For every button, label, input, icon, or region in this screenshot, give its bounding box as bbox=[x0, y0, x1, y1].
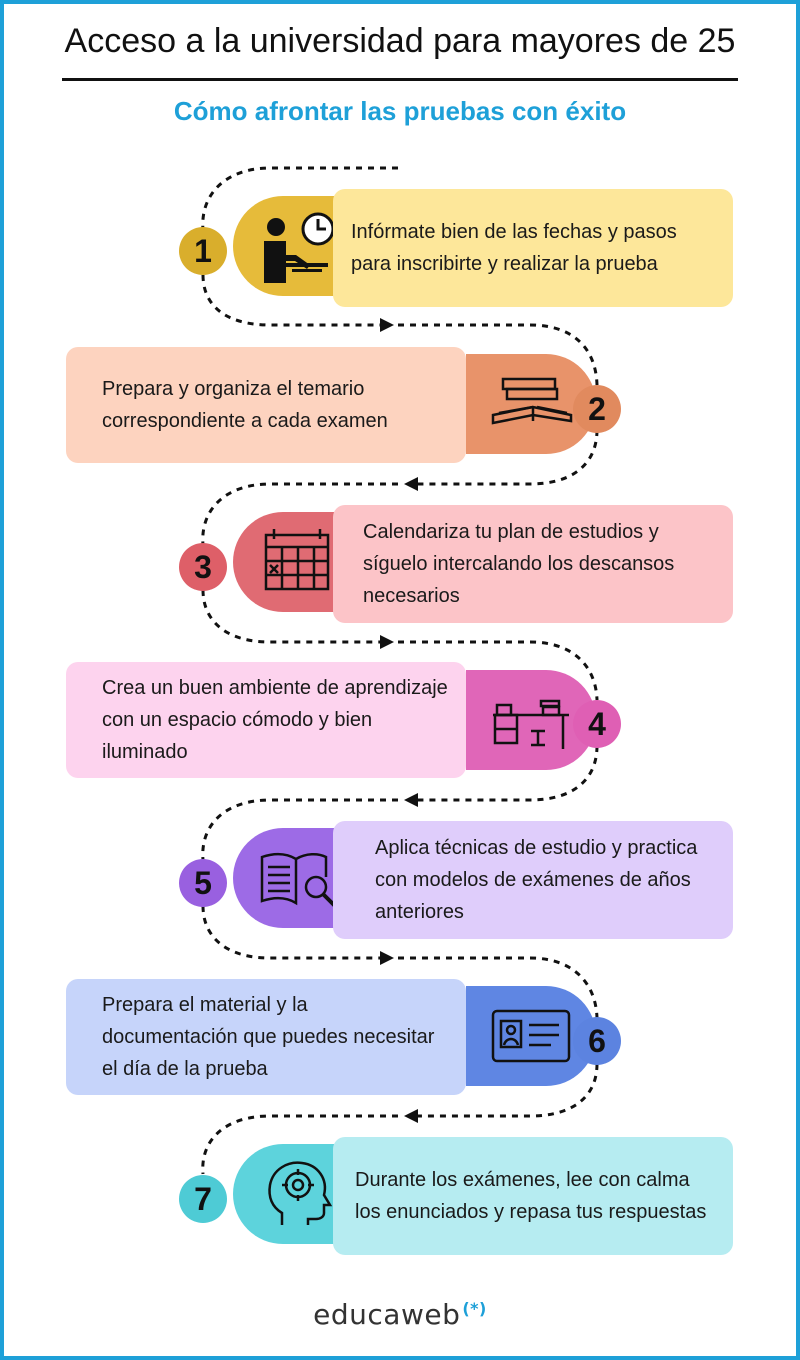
step-4-text: Crea un buen ambiente de aprendizaje con un espacio cómodo y bien iluminado bbox=[102, 677, 448, 763]
step-2-card bbox=[66, 347, 466, 463]
brand-mark: (*) bbox=[462, 1298, 487, 1318]
step-7-text: Durante los exámenes, lee con calma los enunciados y repasa tus respuestas bbox=[355, 1169, 707, 1223]
arrowhead bbox=[404, 1109, 418, 1123]
step-3-card bbox=[333, 505, 733, 623]
calendar-icon bbox=[254, 523, 342, 601]
brand-logo bbox=[0, 1298, 800, 1331]
id-card-icon bbox=[487, 997, 575, 1075]
step-6-card bbox=[66, 979, 466, 1095]
desk-icon bbox=[487, 681, 575, 759]
step-5-text: Aplica técnicas de estudio y practica con modelos de exámenes de años anteriores bbox=[375, 837, 698, 923]
step-7-card bbox=[333, 1137, 733, 1255]
step-5-card bbox=[333, 821, 733, 939]
arrowhead bbox=[380, 635, 394, 649]
head-target-icon bbox=[254, 1155, 342, 1233]
step-4-number: 4 bbox=[573, 700, 621, 748]
step-6-number: 6 bbox=[573, 1017, 621, 1065]
step-3-number: 3 bbox=[179, 543, 227, 591]
book-magnifier-icon bbox=[254, 839, 342, 917]
arrowhead bbox=[380, 318, 394, 332]
step-7-number: 7 bbox=[179, 1175, 227, 1223]
page-subtitle: Cómo afrontar las pruebas con éxito bbox=[173, 96, 627, 126]
step-5-number: 5 bbox=[179, 859, 227, 907]
step-1-card bbox=[333, 189, 733, 307]
arrowhead bbox=[380, 951, 394, 965]
step-1-text: Infórmate bien de las fechas y pasos para inscribirte y realizar la prueba bbox=[351, 221, 677, 275]
step-3-text: Calendariza tu plan de estudios y síguelo intercalando los descansos necesarios bbox=[363, 521, 675, 607]
step-2-number: 2 bbox=[573, 385, 621, 433]
arrowhead bbox=[404, 477, 418, 491]
step-1-number: 1 bbox=[179, 227, 227, 275]
arrowhead bbox=[404, 793, 418, 807]
page-title: Acceso a la universidad para mayores de 25 bbox=[64, 22, 736, 60]
step-6-text: Prepara el material y la documentación que puedes necesitar el día de la prueba bbox=[102, 994, 435, 1080]
books-icon bbox=[487, 365, 575, 443]
person-writing-clock-icon bbox=[254, 207, 342, 285]
step-4-card bbox=[66, 662, 466, 778]
brand-name: educaweb bbox=[313, 1298, 461, 1331]
step-2-text: Prepara y organiza el temario correspondiente a cada examen bbox=[102, 378, 388, 432]
